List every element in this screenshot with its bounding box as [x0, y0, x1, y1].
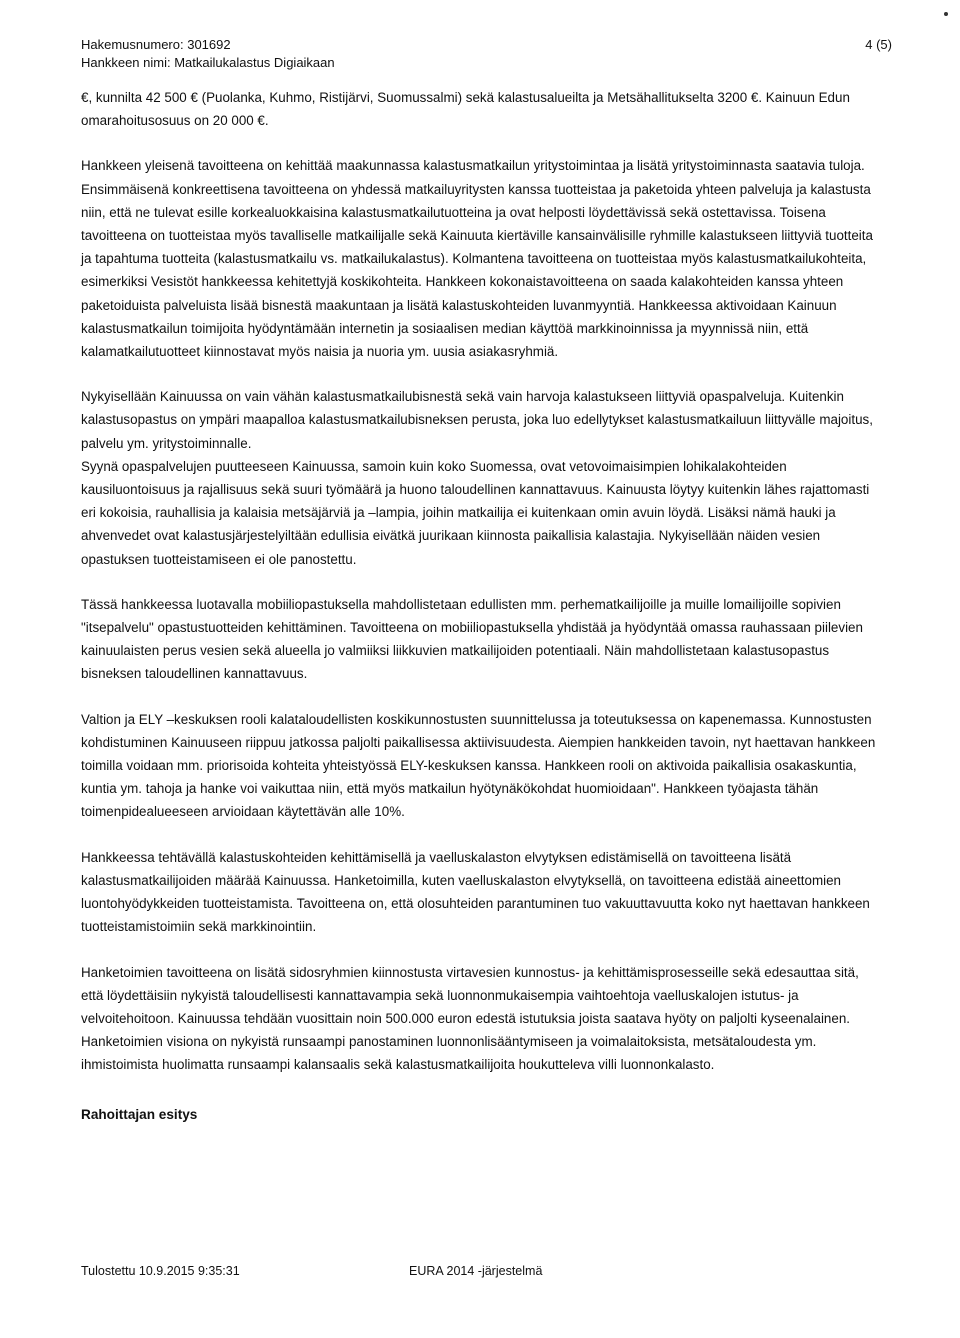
footer-system: EURA 2014 -järjestelmä — [409, 1264, 543, 1278]
paragraph-current-state: Nykyisellään Kainuussa on vain vähän kalastusmatkailubisnestä sekä vain harvoja kalastukseen liittyviä opaspalveluja. Kuitenkin kalastusopastus on ympäri maapalloa kalastusmatkailubisneksen perusta, joka luo edellytykset kalastusmatkailuun liittyvälle majoitus, palvelu ym. yritystoiminnalle. — [81, 389, 873, 451]
scan-mark — [944, 12, 948, 16]
project-name: Hankkeen nimi: Matkailukalastus Digiaikaan — [81, 55, 335, 70]
paragraph-vision: Hanketoimien tavoitteena on lisätä sidosryhmien kiinnostusta virtavesien kunnostus- ja kehittämisprosesseille sekä edesauttaa sitä, että löydettäisiin nykyistä taloudellisesti kannattavampia sekä luonnonmukaisempia vaihtoehtoja vaelluskalojen istutus- ja velvoitehoitoon. Kainuussa tehdään vuosittain noin 500.000 euron edestä istutuksia joista saatava hyöty on paljolti kyseenalainen. Hanketoimien visiona on nykyistä runsaampi panostaminen luonnonlisääntymiseen ja voimalaitoksista, metsätaloudesta ym. ihmistoimista huolimatta runsaampi kalansaalis sekä kalastusmatkailijoita houkutteleva villi luonnonkalasto. — [81, 964, 859, 1073]
document-header — [81, 36, 335, 72]
paragraph-mobile-guidance: Tässä hankkeessa luotavalla mobiiliopastuksella mahdollistetaan edullisten mm. perhematkailijoille ja muille lomailijoille sopivien "itsepalvelu" opastustuotteiden kehittäminen. Tavoitteena on mobiiliopastuksella yhdistää ja hyödyntää omassa rauhassaan piilevien kainuulaisten perus vesien sekä alueella jo valmiiksi liikkuvien matkailijoiden potentiaali. Näin mahdollistetaan kalastusopastus bisneksen taloudellinen kannattavuus. — [81, 596, 863, 682]
document-body — [81, 86, 881, 1126]
paragraph-reasons: Syynä opaspalvelujen puutteeseen Kainuussa, samoin kuin koko Suomessa, ovat vetovoimaisimpien lohikalakohteiden kausiluontoisuus ja rajallisuus sekä suuri työmäärä ja huono taloudellinen kannattavuus. Kainuusta löytyy kuitenkin lähes rajattomasti eri kokoisia, rauhallisia ja kalaisia metsäjärviä ja –lampia, joihin matkailija ei kuitenkaan omin avuin löydä. Lisäksi nämä hauki ja ahvenvedet ovat kalastusjärjestelyiltään edullisia eivätkä juurikaan kiinnosta paikallisia kalastajia. Nykyisellään näiden vesien opastuksen tuotteistamiseen ei ole panostettu. — [81, 458, 870, 567]
application-number: Hakemusnumero: 301692 — [81, 37, 231, 52]
paragraph-goals: Hankkeen yleisenä tavoitteena on kehittää maakunnassa kalastusmatkailun yritystoimintaa ja lisätä yritystoiminnasta saatavia tuloja. Ensimmäisenä konkreettisena tavoitteena on yhdessä matkailuyritysten kanssa tuotteistaa ja paketoida yhteen palveluja ja kalastusta niin, että ne tulevat esille korkealuokkaisina kalastusmatkailutuotteina ja ovat helposti löydettävissä sekä ostettavissa. Toisena tavoitteena on tuotteistaa myös tavalliselle matkailijalle sekä Kainuuta kiertäville kansainvälisille ryhmille kalastukseen liittyviä tuotteita ja tapahtuma tuotteita (kalastusmatkailu vs. matkailukalastus). Kolmantena tavoitteena on tuotteistaa myös kalastusmatkailukohteita, esimerkiksi Vesistöt hankkeessa kehitettyjä koskikohteita. Hankkeen kokonaistavoitteena on saada kalakohteiden kanssa yhteen paketoiduista palveluista lisää bisnestä maakuntaan ja lisätä kalastuskohteiden luvanmyyntiä. Hankkeessa aktivoidaan Kainuun kalastusmatkailun toimijoita hyödyntämään internetin ja sosiaalisen median käyttöä markkinoinnissa ja myynnissä niin, että kalamatkailutuotteet kiinnostavat myös naisia ja nuoria ym. uusia asiakasryhmiä. — [81, 158, 873, 360]
paragraph-fish-stock: Hankkeessa tehtävällä kalastuskohteiden kehittämisellä ja vaelluskalaston elvytyksen edistämisellä on tavoitteena lisätä kalastusmatkailijoiden määrää Kainuussa. Hanketoimilla, kuten vaelluskalaston elvytyksellä, on tavoitteena edistää aineettomien luontohyödykkeiden tuotteistamista. Tavoitteena on, että olosuhteiden parantuminen tuo vakuuttavuutta koko nyt haettavan hankkeen tuotteistamistoimiin sekä markkinointiin. — [81, 849, 870, 935]
paragraph-funding: €, kunnilta 42 500 € (Puolanka, Kuhmo, Ristijärvi, Suomussalmi) sekä kalastusalueilta ja Metsähallitukselta 3200 €. Kainuun Edun omarahoitusosuus on 20 000 €. — [81, 90, 850, 129]
page-number: 4 (5) — [865, 37, 892, 52]
footer-printed: Tulostettu 10.9.2015 9:35:31 — [81, 1264, 240, 1278]
section-heading: Rahoittajan esitys — [81, 1106, 198, 1122]
paragraph-ely-role: Valtion ja ELY –keskuksen rooli kalataloudellisten koskikunnostusten suunnittelussa ja toteutuksessa on kapenemassa. Kunnostusten kohdistuminen Kainuuseen riippuu jatkossa paljolti paikallisessa aktiivisuudesta. Aiempien hankkeiden tavoin, nyt haettavan hankkeen toimilla voidaan mm. priorisoida kohteita yhteistyössä ELY-keskuksen kanssa. Hankkeen rooli on aktivoida paikallisia osakaskuntia, kuntia ym. tahoja ja hanke voi vaikuttaa niin, että myös matkailun hyötynäkökohdat huomioidaan". Hankkeen työajasta tähän toimenpidealueeseen arvioidaan käytettävän alle 10%. — [81, 711, 876, 820]
